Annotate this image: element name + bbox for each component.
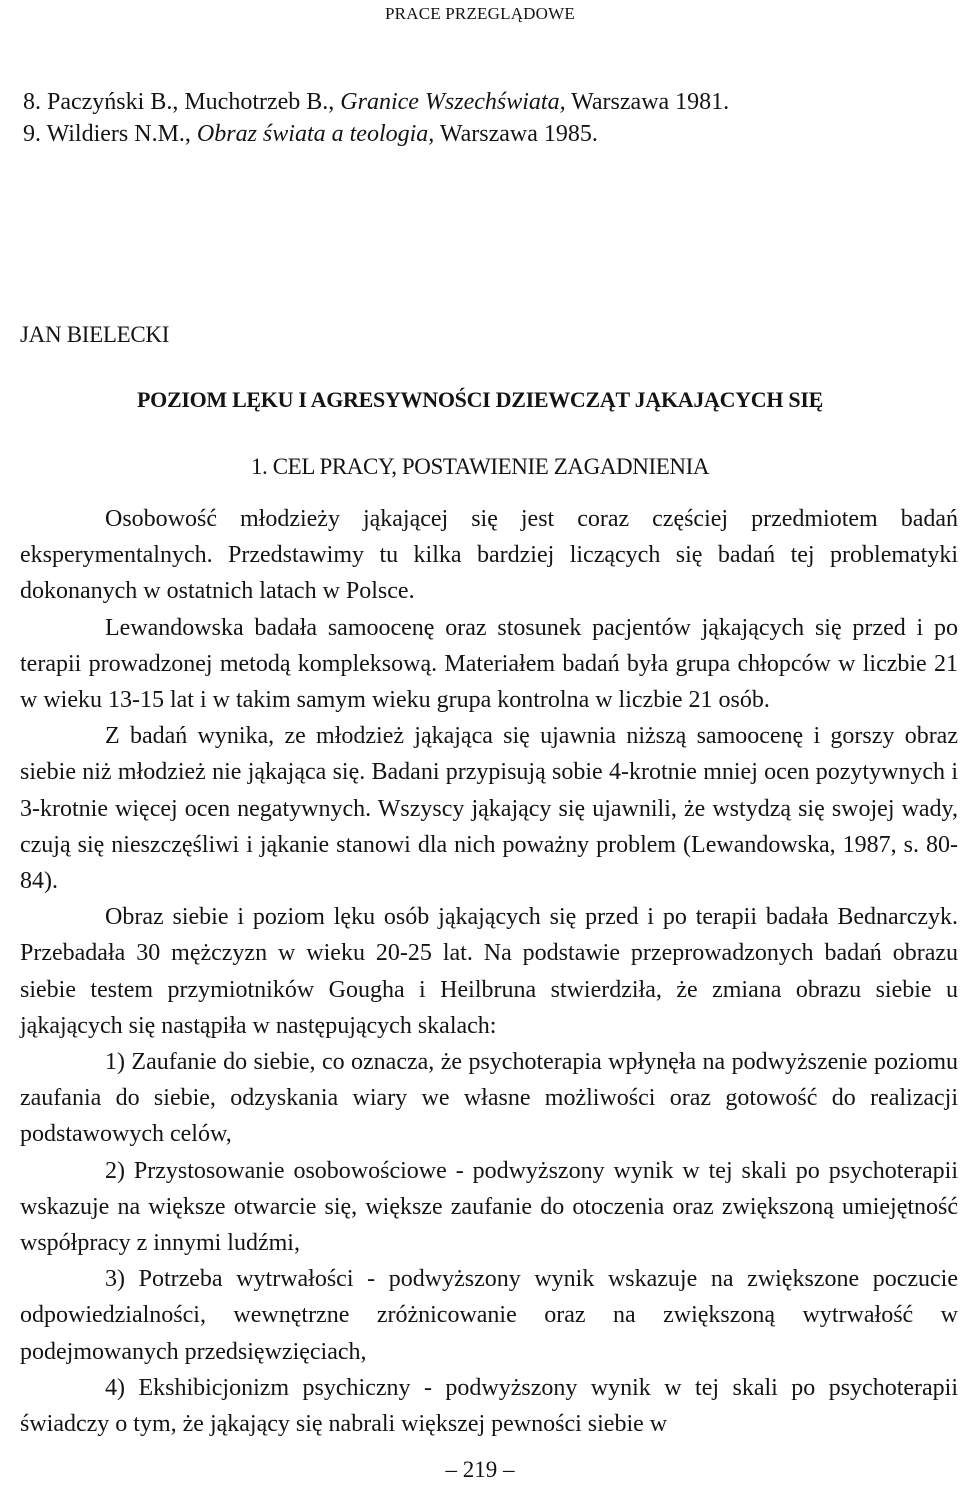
body-paragraph: Lewandowska badała samoocenę oraz stosunek pacjentów jąkających się przed i po terapii prowadzonej metodą kompleksową. Materiałem badań była grupa chłopców w liczbie 21 w wieku 13-15 lat i w takim samym wieku grupa kontrolna w liczbie 21 osób.	[20, 614, 958, 714]
list-paragraph: 2) Przystosowanie osobowościowe - podwyższony wynik w tej skali po psychoterapii wskazuje na większe otwarcie się, większe zaufanie do otoczenia oraz zwiększoną umiejętność współpracy z innymi ludźmi,	[20, 1157, 958, 1257]
reference-authors: 8. Paczyński B., Muchotrzeb B.,	[23, 89, 341, 115]
article-body	[20, 501, 958, 1442]
body-paragraph: Obraz siebie i poziom lęku osób jąkających się przed i po terapii badała Bednarczyk. Przebadała 30 mężczyzn w wieku 20-25 lat. Na podstawie przeprowadzonych badań obrazu siebie testem przymiotników Gougha i Heilbruna stwierdziła, że zmiana obrazu siebie u jąkających się nastąpiła w następujących skalach:	[20, 904, 958, 1039]
list-paragraph: 4) Ekshibicjonizm psychiczny - podwyższony wynik w tej skali po psychoterapii świadczy o tym, że jąkający się nabrali większej pewności siebie w	[20, 1374, 958, 1438]
running-head: PRACE PRZEGLĄDOWE	[385, 4, 575, 23]
reference-list	[23, 86, 943, 150]
article-title: POZIOM LĘKU I AGRESYWNOŚCI DZIEWCZĄT JĄKAJĄCYCH SIĘ	[137, 387, 823, 412]
page-number: – 219 –	[445, 1457, 515, 1482]
list-paragraph: 1) Zaufanie do siebie, co oznacza, że psychoterapia wpłynęła na podwyższenie poziomu zaufania do siebie, odzyskania wiary we własne możliwości oraz gotowość do realizacji podstawowych celów,	[20, 1049, 958, 1148]
reference-item	[23, 118, 943, 150]
reference-publication: Warszawa 1985.	[434, 121, 598, 147]
reference-publication: Warszawa 1981.	[565, 89, 730, 115]
body-paragraph: Z badań wynika, ze młodzież jąkająca się ujawnia niższą samoocenę i gorszy obraz siebie niż młodzież nie jąkająca się. Badani przypisują sobie 4-krotnie mniej ocen pozytywnych i 3-krotnie więcej ocen negatywnych. Wszyscy jąkający się ujawnili, że wstydzą się swojej wady, czują się nieszczęśliwi i jąkanie stanowi dla nich poważny problem (Lewandowska, 1987, s. 80-84).	[20, 723, 958, 895]
body-paragraph: Osobowość młodzieży jąkającej się jest coraz częściej przedmiotem badań eksperymentalnych. Przedstawimy tu kilka bardziej liczących się badań tej problematyki dokonanych w ostatnich latach w Polsce.	[20, 506, 958, 605]
section-heading: 1. CEL PRACY, POSTAWIENIE ZAGADNIENIA	[250, 454, 710, 479]
reference-title: Granice Wszechświata,	[340, 89, 566, 115]
reference-title: Obraz świata a teologia,	[196, 121, 435, 147]
reference-item	[23, 86, 943, 118]
article-author: JAN BIELECKI	[20, 322, 170, 347]
reference-authors: 9. Wildiers N.M.,	[23, 121, 197, 147]
list-paragraph: 3) Potrzeba wytrwałości - podwyższony wynik wskazuje na zwiększone poczucie odpowiedzialności, wewnętrzne zróżnicowanie oraz na zwiększoną wytrwałość w podejmowanych przedsięwzięciach,	[20, 1266, 958, 1365]
